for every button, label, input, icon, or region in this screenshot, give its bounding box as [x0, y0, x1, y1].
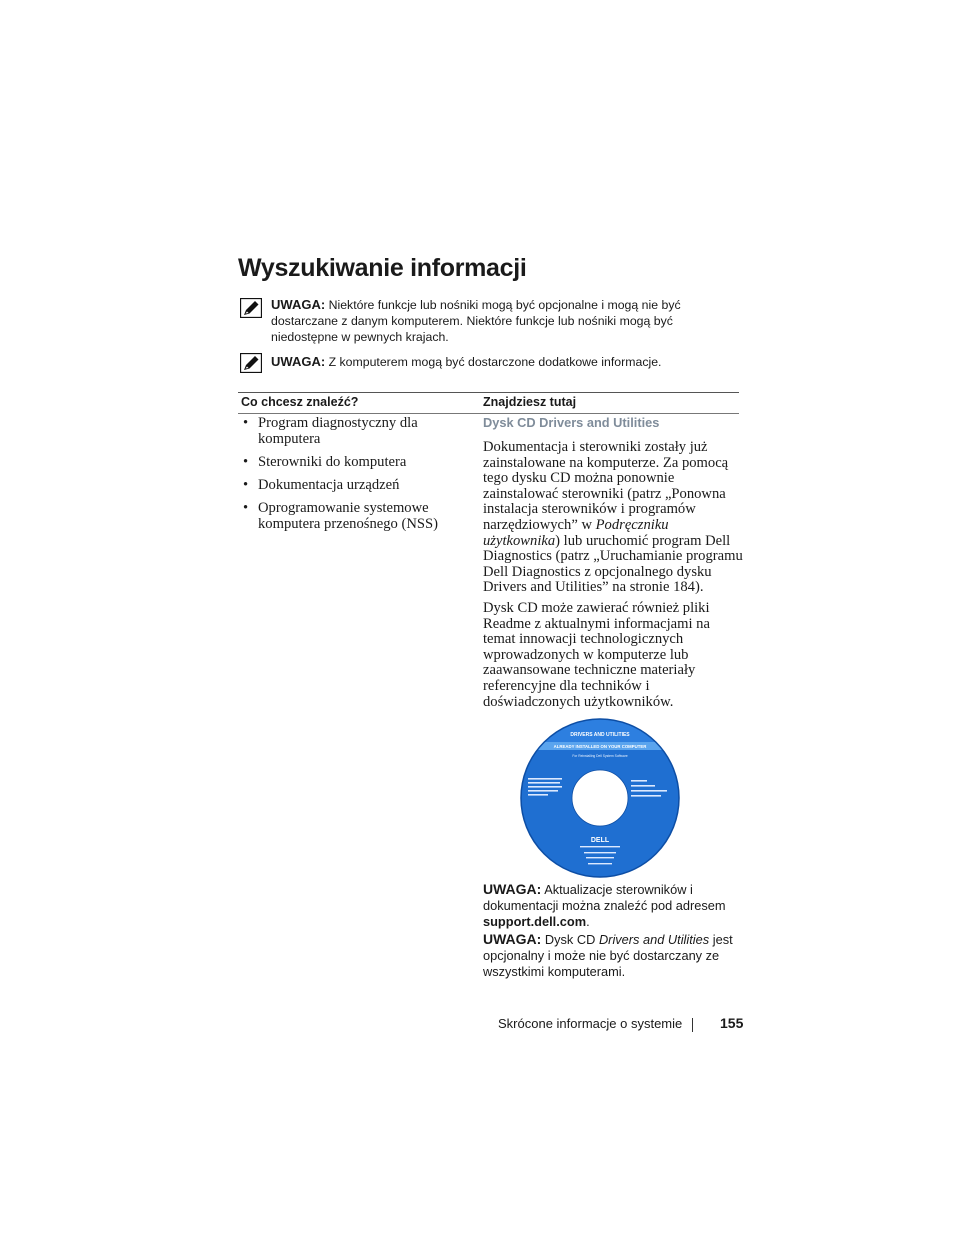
cd-subtitle-text: For Reinstalling Dell System Software: [572, 754, 628, 758]
dell-logo-text: DELL: [590, 837, 610, 844]
footer-separator: [692, 1018, 693, 1032]
list-item: • Oprogramowanie systemowe komputera przenośnego (NSS): [243, 500, 479, 532]
note-1: [271, 297, 741, 345]
note-cd-optional: UWAGA: Dysk CD Drivers and Utilities jest opcjonalny i może nie być dostarczany ze wszystkimi komputerami.: [483, 931, 733, 979]
note-text: Z komputerem mogą być dostarczone dodatkowe informacje.: [328, 355, 662, 369]
note-label: UWAGA:: [271, 297, 326, 312]
cd-banner-text: ALREADY INSTALLED ON YOUR COMPUTER: [553, 744, 647, 749]
pencil-note-icon: [240, 353, 262, 373]
drivers-cd-image: [520, 718, 680, 878]
note-text: Niektóre funkcje lub nośniki mogą być opcjonalne i mogą nie być dostarczane z danym komputerem. Niektóre funkcje lub nośniki mogą być niedostępne w pewnych krajach.: [271, 298, 681, 344]
table-header-right: Znajdziesz tutaj: [483, 395, 577, 409]
cd-center-hole: [572, 770, 628, 826]
table-header-left: Co chcesz znaleźć?: [241, 395, 359, 409]
note-label: UWAGA:: [271, 354, 326, 369]
page-number: 155: [720, 1015, 744, 1031]
pencil-note-icon: [240, 298, 262, 318]
list-item: • Dokumentacja urządzeń: [243, 477, 479, 493]
table-header-rule: [238, 413, 739, 414]
cd-readme-paragraph: Dysk CD może zawierać również pliki Readme z aktualnymi informacjami na temat innowacji technologicznych wprowadzonych w komputerze lub zaawansowane techniczne materiały referencyjne dla techników i doświadczonych użytkowników.: [483, 600, 710, 710]
list-item: • Program diagnostyczny dla komputera: [243, 415, 479, 447]
cd-section-title: Dysk CD Drivers and Utilities: [483, 415, 660, 430]
cd-title-text: DRIVERS AND UTILITIES: [570, 732, 630, 738]
list-item: • Sterowniki do komputera: [243, 454, 479, 470]
page-title: Wyszukiwanie informacji: [238, 254, 527, 282]
cd-description: Dokumentacja i sterowniki zostały już zainstalowane na komputerze. Za pomocą tego dysku CD można ponownie zainstalować sterowniki (patrz „Ponowna instalacja sterowników i programów narzędziowych” w Podręczniku użytkownika) lub uruchomić program Dell Diagnostics (patrz „Uruchamianie programu Dell Diagnostics z opcjonalnego dysku Drivers and Utilities” na stronie 184).: [483, 439, 743, 596]
note-driver-updates: UWAGA: Aktualizacje sterowników i dokumentacji można znaleźć pod adresem support.dell.com.: [483, 881, 726, 929]
footer-title: Skrócone informacje o systemie: [498, 1016, 683, 1031]
support-link[interactable]: support.dell.com: [483, 914, 587, 929]
note-2: [271, 354, 741, 370]
requirement-list: [243, 415, 479, 539]
table-top-rule: [238, 392, 739, 393]
